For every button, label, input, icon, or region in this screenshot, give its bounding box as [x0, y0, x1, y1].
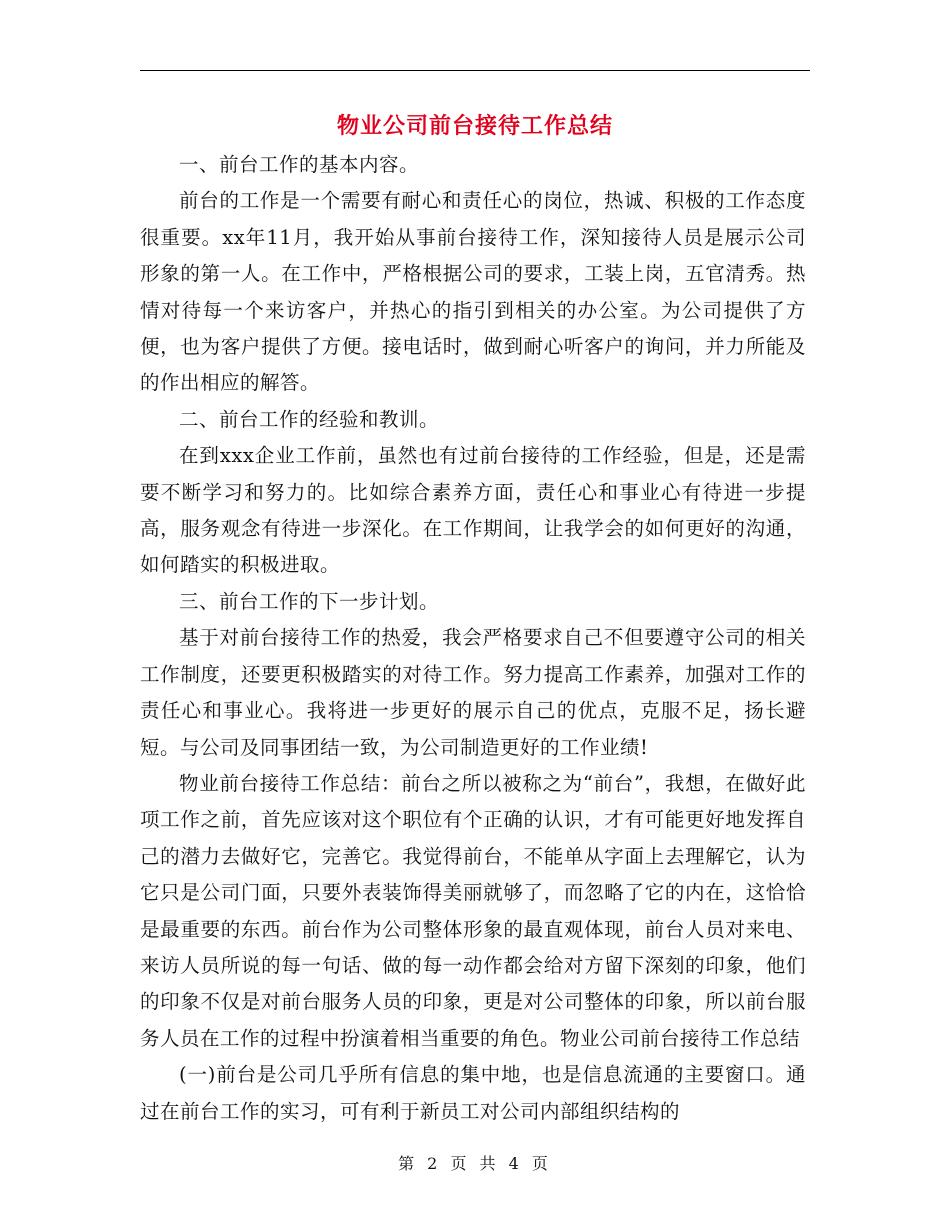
paragraph-2: 在到xxx企业工作前，虽然也有过前台接待的工作经验，但是，还是需要不断学习和努力的。比如综合素养方面，责任心和事业心有待进一步提高，服务观念有待进一步深化。在工作期间，让我学会的如何更好的沟通，如何踏实的积极进取。	[140, 444, 806, 577]
section-heading-2: 二、前台工作的经验和教训。	[179, 407, 440, 431]
page-footer	[0, 1153, 950, 1175]
document-body	[140, 147, 806, 1130]
header-rule	[140, 70, 810, 71]
paragraph-4: 物业前台接待工作总结：前台之所以被称之为“前台”，我想，在做好此项工作之前，首先应该对这个职位有个正确的认识，才有可能更好地发挥自己的潜力去做好它，完善它。我觉得前台，不能单从字面上去理解它，认为它只是公司门面，只要外表装饰得美丽就够了，而忽略了它的内在，这恰恰是最重要的东西。前台作为公司整体形象的最直观体现，前台人员对来电、来访人员所说的每一句话、做的每一动作都会给对方留下深刻的印象，他们的印象不仅是对前台服务人员的印象，更是对公司整体的印象，所以前台服务人员在工作的过程中扮演着相当重要的角色。物业公司前台接待工作总结	[140, 771, 806, 1050]
page-current: 2	[427, 1154, 442, 1173]
page-suffix: 页	[531, 1154, 552, 1173]
paragraph-5: (一)前台是公司几乎所有信息的集中地，也是信息流通的主要窗口。通过在前台工作的实习，可有利于新员工对公司内部组织结构的	[140, 1063, 806, 1123]
paragraph-3: 基于对前台接待工作的热爱，我会严格要求自己不但要遵守公司的相关工作制度，还要更积极踏实的对待工作。努力提高工作素养，加强对工作的责任心和事业心。我将进一步更好的展示自己的优点，克服不足，扬长避短。与公司及同事团结一致，为公司制造更好的工作业绩!	[140, 626, 806, 759]
document-title: 物业公司前台接待工作总结	[336, 113, 613, 139]
section-heading-1: 一、前台工作的基本内容。	[179, 153, 420, 176]
page-mid: 页 共	[450, 1154, 500, 1173]
page-total: 4	[508, 1154, 523, 1173]
section-heading-3: 三、前台工作的下一步计划。	[179, 589, 440, 613]
page-prefix: 第	[398, 1154, 419, 1173]
paragraph-1: 前台的工作是一个需要有耐心和责任心的岗位，热诚、积极的工作态度很重要。xx年11月，我开始从事前台接待工作，深知接待人员是展示公司形象的第一人。在工作中，严格根据公司的要求，工装上岗，五官清秀。热情对待每一个来访客户，并热心的指引到相关的办公室。为公司提供了方便，也为客户提供了方便。接电话时，做到耐心听客户的询问，并力所能及的作出相应的解答。	[140, 189, 806, 395]
